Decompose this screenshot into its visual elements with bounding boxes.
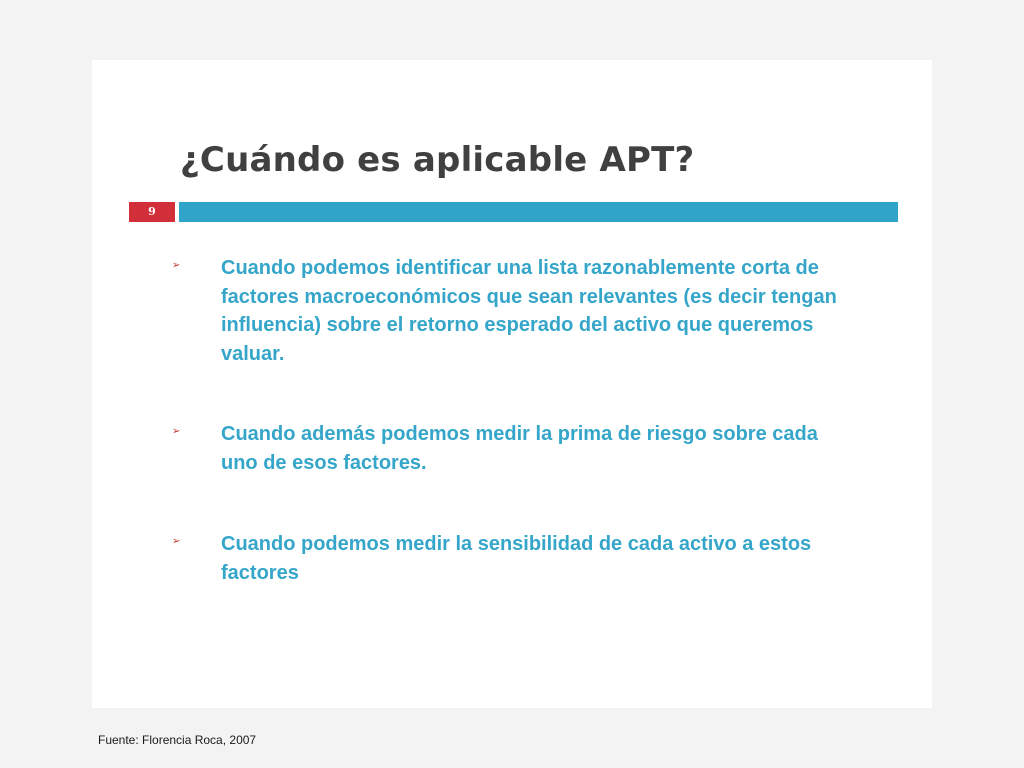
arrowhead-bullet-icon: ➢ (172, 536, 181, 547)
bullet-text: Cuando podemos medir la sensibilidad de cada activo a estos factores (221, 533, 812, 584)
bullet-text: Cuando además podemos medir la prima de riesgo sobre cada uno de esos factores. (221, 423, 818, 474)
title-accent-bar (179, 202, 898, 222)
arrowhead-bullet-icon: ➢ (172, 426, 181, 437)
bullet-text: Cuando podemos identificar una lista razonablemente corta de factores macroeconómicos que sean relevantes (es decir tengan influencia) sobre el retorno esperado del activo que queremos valuar. (221, 257, 837, 365)
slide (92, 60, 932, 708)
arrowhead-bullet-icon: ➢ (172, 260, 181, 271)
slide-page-number: 9 (129, 202, 175, 222)
source-note: Fuente: Florencia Roca, 2007 (98, 733, 257, 747)
slide-title: ¿Cuándo es aplicable APT? (180, 140, 695, 180)
